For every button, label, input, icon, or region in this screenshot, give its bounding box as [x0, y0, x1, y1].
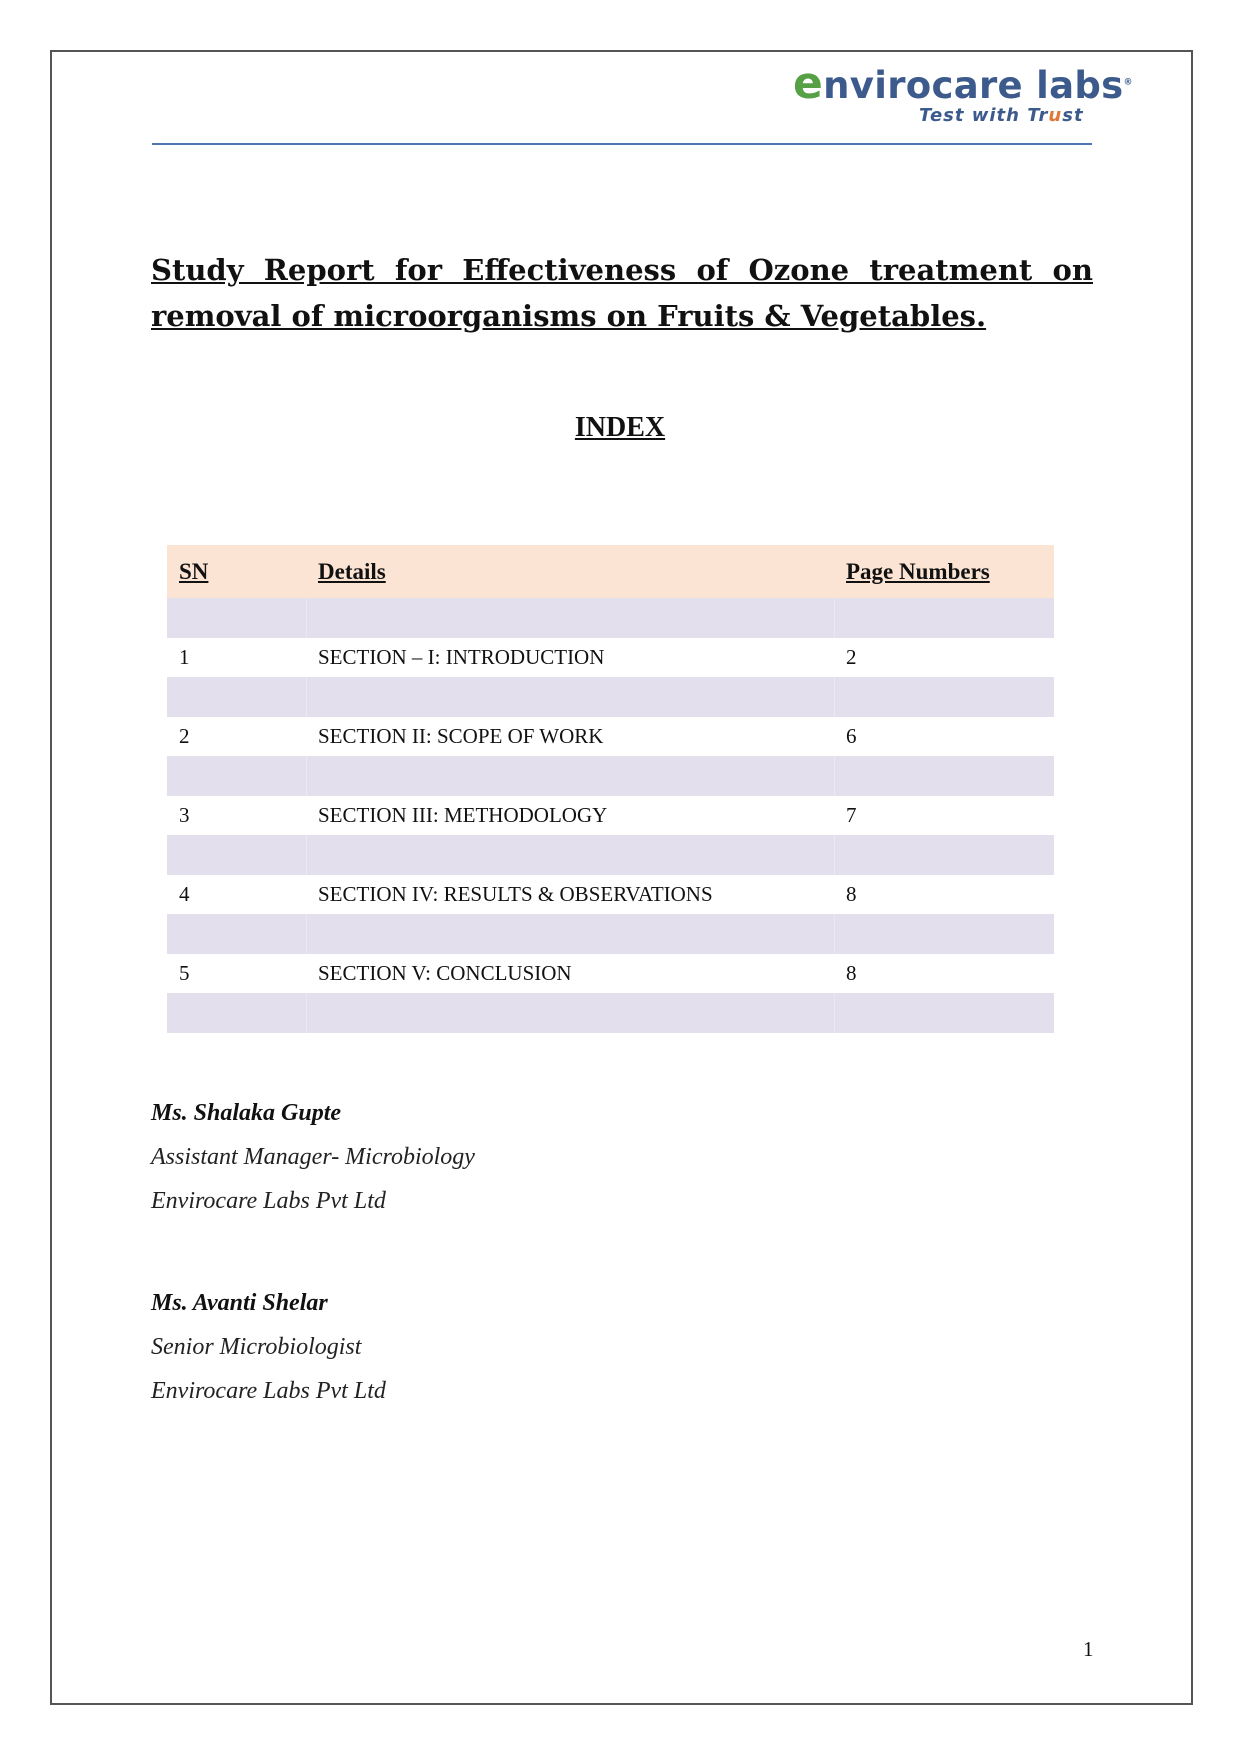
header-page-numbers: Page Numbers [834, 545, 1054, 598]
row-sn: 5 [167, 954, 306, 993]
signatory-block [151, 1091, 475, 1223]
index-table [167, 545, 1054, 1033]
row-page: 8 [834, 954, 1054, 993]
header-details: Details [306, 545, 834, 598]
row-page: 2 [834, 638, 1054, 677]
row-sn: 4 [167, 875, 306, 914]
row-page: 7 [834, 796, 1054, 835]
table-band-row [167, 993, 1054, 1033]
header-sn: SN [167, 545, 306, 598]
row-details: SECTION V: CONCLUSION [306, 954, 834, 993]
row-sn: 3 [167, 796, 306, 835]
table-band-row [167, 598, 1054, 638]
row-details: SECTION IV: RESULTS & OBSERVATIONS [306, 875, 834, 914]
page-number: 1 [1083, 1637, 1094, 1661]
row-page: 6 [834, 717, 1054, 756]
report-title: Study Report for Effectiveness of Ozone treatment on removal of microorganisms on Fruits & Vegetables. [151, 253, 1093, 333]
row-details: SECTION – I: INTRODUCTION [306, 638, 834, 677]
signatory-org: Envirocare Labs Pvt Ltd [151, 1188, 386, 1214]
index-heading: INDEX [574, 412, 666, 443]
table-row [167, 717, 1054, 756]
signatory-org: Envirocare Labs Pvt Ltd [151, 1378, 386, 1404]
row-details: SECTION III: METHODOLOGY [306, 796, 834, 835]
table-band-row [167, 677, 1054, 717]
signatory-name: Ms. Avanti Shelar [151, 1290, 328, 1316]
logo-tagline: Test with Trust [919, 105, 1084, 126]
table-row [167, 638, 1054, 677]
table-row [167, 796, 1054, 835]
table-band-row [167, 756, 1054, 796]
row-details: SECTION II: SCOPE OF WORK [306, 717, 834, 756]
signatory-role: Assistant Manager- Microbiology [151, 1144, 475, 1170]
signatory-block [151, 1281, 386, 1413]
table-band-row [167, 914, 1054, 954]
table-row [167, 875, 1054, 914]
row-page: 8 [834, 875, 1054, 914]
signatory-role: Senior Microbiologist [151, 1334, 362, 1360]
header-divider [152, 143, 1092, 145]
row-sn: 2 [167, 717, 306, 756]
table-band-row [167, 835, 1054, 875]
signatory-name: Ms. Shalaka Gupte [151, 1100, 342, 1126]
logo-wordmark: envirocare labs® [793, 58, 1133, 109]
table-header-row [167, 545, 1054, 598]
table-row [167, 954, 1054, 993]
envirocare-logo [793, 58, 1133, 128]
row-sn: 1 [167, 638, 306, 677]
